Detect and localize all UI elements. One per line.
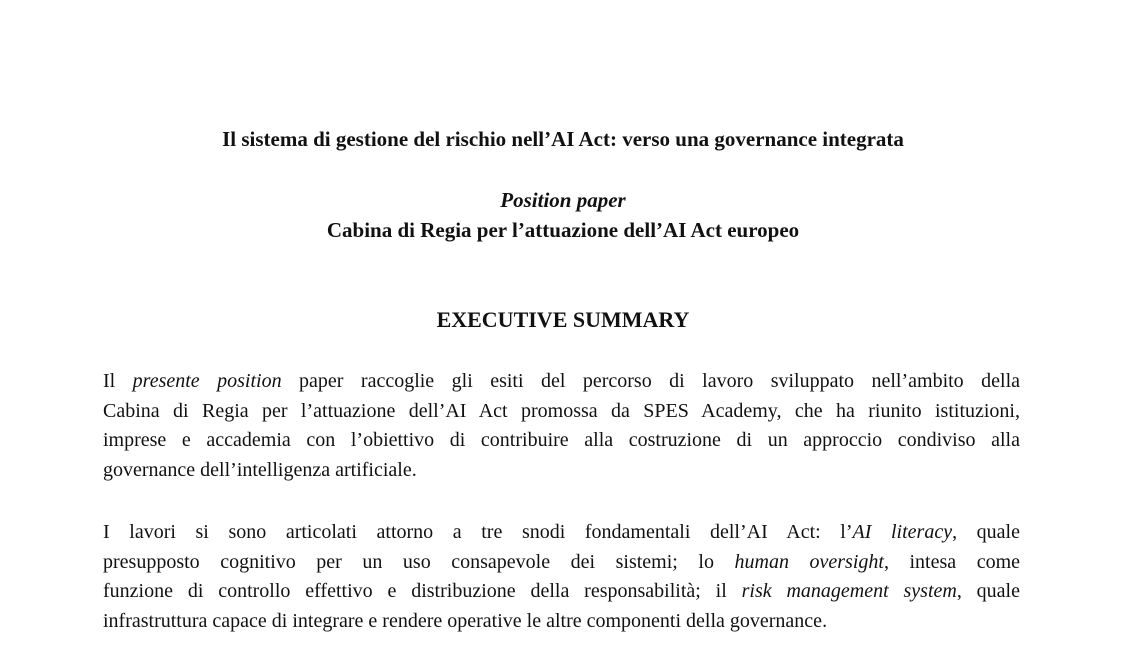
paragraph-1 [103,367,1020,486]
text-segment: presupposto cognitivo per un uso consapevole dei sistemi; lo [103,550,735,573]
text-segment: I lavori si sono articolati attorno a tre snodi fondamentali dell’AI Act: l’ [103,521,853,543]
text-segment: paper raccoglie gli esiti del percorso di lavoro sviluppato nell’ambito della [281,370,1020,392]
section-heading: EXECUTIVE SUMMARY [436,307,690,332]
text-segment: funzione di controllo effettivo e distribuzione della responsabilità; il [103,580,742,603]
text-segment: Il [103,370,133,392]
italic-segment: risk management system [741,580,957,603]
paragraph-1-line-2: Cabina di Regia per l’attuazione dell’AI Act promossa da SPES Academy, che ha riunito istituzioni, [103,399,1020,422]
text-segment: , quale [952,521,1020,543]
text-segment: , intesa come [883,550,1021,573]
document-title: Il sistema di gestione del rischio nell’AI Act: verso una governance integrata [222,127,904,151]
italic-segment: presente position [132,370,282,392]
italic-segment: human oversight [734,550,884,573]
document-organization: Cabina di Regia per l’attuazione dell’AI Act europeo [326,218,800,242]
paragraph-2-line-1 [103,518,1020,548]
paragraph-2-line-2 [103,548,1020,578]
paragraph-1-line-1 [103,367,1020,397]
italic-segment: AI literacy [852,521,953,543]
text-segment: , quale [956,580,1020,603]
paragraph-2 [103,518,1020,637]
paragraph-1-line-4: governance dell’intelligenza artificiale. [103,459,417,482]
paragraph-2-line-4: infrastruttura capace di integrare e rendere operative le altre componenti della governance. [103,610,828,633]
paragraph-2-line-3 [103,577,1020,607]
document-subtitle: Position paper [500,188,626,212]
paragraph-1-line-3: imprese e accademia con l’obiettivo di contribuire alla costruzione di un approccio condiviso alla [103,429,1020,452]
